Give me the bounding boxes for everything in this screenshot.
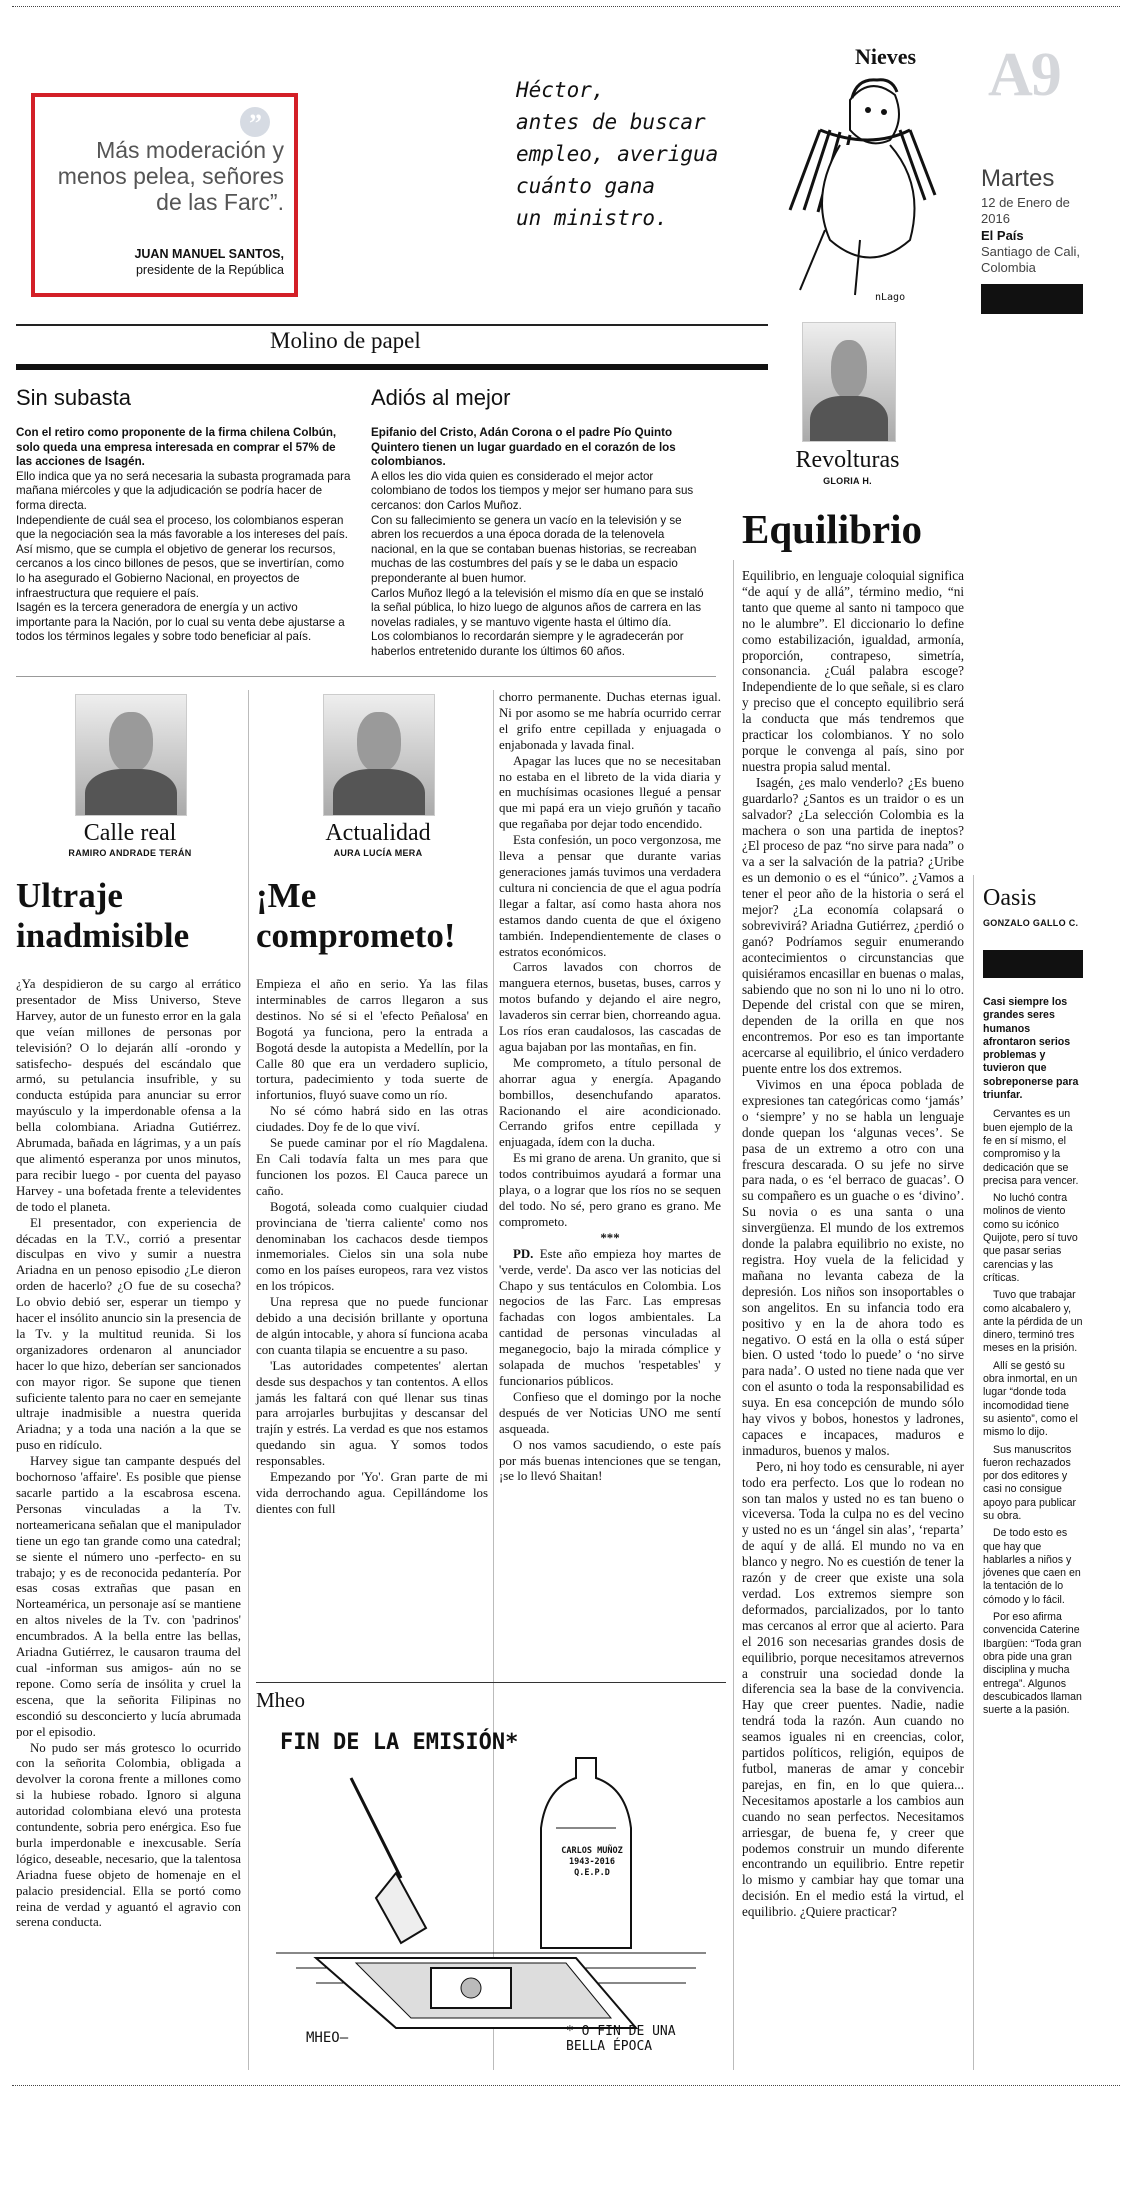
molino-paragraph: Los colombianos lo recordarán siempre y le agradecerán por haberlos entretenido durante los últimos 60 años. — [371, 630, 684, 658]
quote-text: Más moderación y menos pelea, señores de las Farc”. — [57, 137, 284, 215]
bottom-dotted-border — [12, 2085, 1120, 2086]
quote-role: presidente de la República — [135, 263, 284, 277]
column-headline: ¡Me comprometo! — [256, 876, 456, 955]
column-label: Actualidad — [325, 820, 431, 846]
article-paragraph: Carros lavados con chorros de manguera eternos, busetas, buses, carros y motos bufando y dejando el aire negro, lavaderos sin cerrar bien, chorreando agua. Los ríos eran caudalosos, las cascadas de agua bajaban por las montañas, en fin. — [499, 960, 721, 1054]
oasis-body — [983, 996, 1083, 1721]
column-headline: Equilibrio — [742, 506, 923, 552]
article-paragraph: Isagén, ¿es malo venderlo? ¿Es bueno guardarlo? ¿Santos es un traidor o es un salvador? ¿La selección Colombia es la machera o son una partida de ineptos? ¿El proceso de paz “no sirve para nada” o va a ser la salvación de la patria? ¿Uribe es un demonio o es el “único”. ¿Vamos a tener el peor año de la historia o será el mejor? ¿La economía colapsará o sobrevivirá? Ariadna Gutiérrez, ¿perdió o ganó? Podríamos seguir enumerando acontecimientos o circunstancias que quisiéramos encasillar en buenas o malas, sabiendo que no son ni lo uno ni lo otro. Depende del cristal con que se miren, dependen de la orilla en que nos encontremos. Por eso es tan importante acercarse al equilibrio, el único verdadero puente entre los dos extremos. — [742, 774, 964, 1077]
page-date: 12 de Enero de 2016 — [981, 195, 1070, 226]
article-paragraph: Harvey sigue tan campante después del bochornoso 'affaire'. Es posible que piense sacarle partido a la escabrosa escena. Personas vinculadas a la Tv. norteamericana señalan que el manipulador tiene un ego tan grande como una catedral; se siente el número uno -perfecto- en su trabajo; y es de reconocida pedantería. Por esas cosas extrañas que pasan en Norteamérica, un personaje así se mantiene en altos niveles de la Tv. con 'padrinos' encumbrados. A la bella entre las bellas, Ariadna Gutiérrez, le causaron trauma del cual -informan sus amigos- aún no se repone. Como sería de insólita y cruel la escena, que la señorita Filipinas no escondió su desconcierto y lucía abrumada por el episodio. — [16, 1454, 241, 1739]
molino-bottom-rule — [16, 676, 716, 677]
column-author: RAMIRO ANDRADE TERÁN — [68, 848, 192, 858]
oasis-lead: Casi siempre los grandes seres humanos afrontaron serios problemas y tuvieron que sobreponerse para triunfar. — [983, 996, 1079, 1102]
author-photo-gloria — [802, 322, 896, 442]
author-photo-aura — [323, 694, 435, 816]
cartoon-line: un ministro. — [516, 206, 668, 230]
page-city: Santiago de Cali, Colombia — [981, 244, 1081, 275]
article-paragraph: Cervantes es un buen ejemplo de la fe en sí mismo, el compromiso y la dedicación que se precisa para vencer. — [983, 1108, 1079, 1187]
molino-section-title: Molino de papel — [270, 328, 421, 353]
column-author: AURA LUCÍA MERA — [333, 848, 423, 858]
article-paragraph: Empezando por 'Yo'. Gran parte de mi vida derrochando agua. Cepillándome los dientes con full — [256, 1470, 488, 1516]
cartoon-title: FIN DE LA EMISIÓN* — [280, 1730, 519, 1755]
article-paragraph: Pero, ni hoy todo es censurable, ni ayer todo era perfecto. Los que lo rodean no son tan malos y usted no es tan bueno o viceversa. Toda la culpa no es del vecino y usted no es un ‘ángel sin alas’, ‘reparta’ de aquí y de allá. El mundo no va en blanco y negro. No es cuestión de tener la razón y de creer que existe una sola verdad. Los extremos siempre son deformados, parcializados, por lo tanto mas cercanos al error que al acierto. Para el 2016 son necesarias grandes dosis de equilibrio, porque necesitamos atrevernos a construir una sociedad donde la diferencia sea la base de la convivencia. Hay que creer puentes. Nadie, nadie tendrá toda la razón. Aun cuando no seamos iguales ni en creencias, color, partidos políticos, religión, equipos de futbol, maneras de amar y concebir parejas, en fin, en lo que quiera... Necesitamos apostarle a los cambios aun cuando no sean perfectos. Necesitamos arriesgar, de buena fe, y creer que podemos construir un mundo diferente encontrando un equilibrio. Entre repetir lo mismo y cambiar hay que tomar una decisión. En el medio está la virtud, el equilibrio. ¿Quiere practicar? — [742, 1458, 964, 1920]
molino-paragraph: A ellos les dio vida quien es considerado el mejor actor colombiano de todos los tiempos y mejor ser humano para sus cercanos: don Carlos Muñoz. — [371, 469, 694, 512]
cartoon-grave-illustration — [256, 1718, 726, 2058]
article-paragraph: Una represa que no puede funcionar debido a una decisión brillante y oportuna de algún intocable, y ahora sí funciona acaba con cuanta tilapia se encuentre a su paso. — [256, 1295, 488, 1357]
oasis-black-bar — [983, 950, 1083, 978]
column-author: GONZALO GALLO C. — [983, 918, 1079, 928]
column-divider — [248, 690, 249, 2070]
page-day: Martes — [981, 165, 1055, 192]
cartoon-section: Mheo — [256, 1688, 305, 1712]
column-divider — [973, 875, 974, 2070]
cartoon-line: Héctor, — [516, 78, 605, 102]
article-paragraph: Tuvo que trabajar como alcabalero y, ante la pérdida de un dinero, terminó tres meses en la prisión. — [983, 1289, 1083, 1355]
calle-real-body — [16, 977, 241, 1931]
molino-item-lead: Con el retiro como proponente de la firma chilena Colbún, solo queda una empresa interesada en comprar el 57% de las acciones de Isagén. — [16, 426, 337, 469]
cartoon-footnote: * O FIN DE UNA BELLA ÉPOCA — [566, 2024, 676, 2054]
article-paragraph: O nos vamos sacudiendo, o este país por más buenas intenciones que se tengan, ¡se lo llevó Shaitan! — [499, 1437, 721, 1484]
article-paragraph: Empieza el año en serio. Ya las filas interminables de carros llegaron a sus destinos. No sé si el 'efecto Peñalosa' en Bogotá ya funciona, pero la entrada a Bogotá desde la autopista a Medellín, por la Calle 80 que era un verdadero suplicio, tortura, padecimiento y toda suerte de infortunios, fluyó suave como un río. — [256, 977, 488, 1103]
article-paragraph: No pudo ser más grotesco lo ocurrido con la señorita Colombia, obligada a devolver la corona frente a millones como si la hubiese robado. Ignoro si alguna autoridad colombiana elevó una protesta contundente, sobria pero enérgica. Eso fue burla imperdonable e inexcusable. Sería lógico, deseable, necesario, que la talentosa Ariadna fuese objeto de homenaje en el palacio presidencial. Ella se portó como reina de verdad y aguantó el agravio con serena conducta. — [16, 1740, 241, 1930]
column-label: Calle real — [83, 820, 177, 846]
molino-paragraph: Carlos Muñoz llegó a la televisión el mismo día en que se instaló la señal pública, lo hizo luego de algunos años de carrera en las novelas radiales, y se mantuvo vigente hasta el último día. — [371, 586, 704, 629]
article-paragraph: De todo esto es que hay que hablarles a niños y jóvenes que caen en la tentación de lo cómodo y lo fácil. — [983, 1527, 1081, 1606]
article-paragraph: Equilibrio, en lenguaje coloquial significa “de aquí y de allá”, término medio, “ni tanto que queme al santo ni tampoco que no le alumbre”. El diccionario lo define como estabilización, igualdad, armonía, proporción, contrapeso, simetría, consonancia. ¿Cuál palabra escoge? Independiente de lo que señale, si es claro y preciso que el concepto equilibrio será la conducta que más tendremos que practicar los colombianos. Y no solo porque le convenga al país, sino por nuestra propia salud mental. — [742, 568, 964, 774]
bottom-cartoon — [256, 1718, 726, 2058]
top-cartoon — [500, 30, 940, 305]
article-paragraph: Es mi grano de arena. Un granito, que si todos contribuimos ayudará a formar una playa, o a lograr que los ríos no se sequen del todo. No sé, pero grano es grano. Me comprometo. — [499, 1151, 721, 1229]
article-paragraph: Allí se gestó su obra inmortal, en un lugar “donde toda incomodidad tiene su asiento”, como el mismo lo dijo. — [983, 1359, 1078, 1439]
article-paragraph: No sé cómo habrá sido en las otras ciudades. Doy fe de lo que viví. — [256, 1104, 488, 1135]
revolturas-body — [742, 568, 964, 1920]
article-paragraph: Este año empieza hoy martes de 'verde, verde'. Da asco ver las noticias del Chapo y sus tentáculos en Colombia. Los negocios de las Farc. Las empresas fachadas con logos ambientales. La cantidad de personas vinculadas al meganegocio, bajo la mirada cómplice y solapada de muchos 'respetables' y funcionarios públicos. — [499, 1246, 721, 1388]
cartoon-signature: MHEO— — [306, 2030, 349, 2046]
cartoon-line: empleo, averigua — [516, 142, 719, 166]
quote-mark-icon: ” — [240, 107, 270, 137]
column-headline: Ultraje inadmisible — [16, 876, 190, 955]
cartoon-title: Nieves — [855, 44, 917, 69]
top-dotted-border — [12, 6, 1120, 7]
cartoon-line: cuánto gana — [516, 174, 656, 198]
article-paragraph: ¿Ya despidieron de su cargo al errático presentador de Miss Universo, Steve Harvey, autor de un funesto error en la gala que veían millones de personas por televisión? O lo dejarán allí -orondo y satisfecho- después del escándalo que armó, su petulancia insufrible, y su conducta estúpida para anunciar su error mayúsculo y la imperdonable ofensa a la bella colombiana. Ariadna Gutiérrez. Abrumada, bañada en lágrimas, y a un país que alimentó esperanza por unos minutos, para recibir luego - por cuenta del payaso Harvey - una bofetada frente a televidentes de todo el planeta. — [16, 977, 241, 1214]
quote-box — [31, 93, 298, 297]
article-paragraph: Vivimos en una época poblada de expresiones tan categóricas como ‘jamás’ o ‘siempre’ y no se habla un lenguaje donde quepan los ‘algunas veces’. Se pasa de un extremo a otro con una frescura descarada. O su jefe no sirve para nada, o es ‘el berraco de guacas’. O su compañero es un guache o es ‘divino’. Su novia o es una santa o una sinvergüenza. El mundo de los extremos donde la palabra equilibrio no existe, no registra. Hoy vuela de la felicidad y mañana no levanta cabeza de la depresión. Los niños son insoportables o son angelitos. En su infancia todo era positivo y en la de ahora todo es negativo. O está en la olla o está súper bien. O usted ‘todo lo puede’ o ‘no sirve para nada’. O usted no tiene nada que ver con el asunto o toda la responsabilidad es suya. En esa concepción de mundo sólo hay vivos y bobos, honestos y ladrones, capaces e incapaces, maduros e inmaduros, buenos y malos. — [742, 1077, 964, 1458]
article-paragraph: No luchó contra molinos de viento como su icónico Quijote, pero sí tuvo que pasar serias carencias y las críticas. — [983, 1192, 1078, 1284]
ps-label: PD. — [513, 1246, 534, 1261]
article-paragraph: Por eso afirma convencida Caterine Ibargüen: “Toda gran obra pide una gran disciplina y mucha entrega”. Algunos descubicados llaman suerte a la pasión. — [983, 1611, 1082, 1717]
article-paragraph: El presentador, con experiencia de décadas en la T.V., corrió a presentar disculpas en vivo y sumir a nuestra Ariadna en un penoso episodio ¿Le dieron orden de hacerlo? ¿O fue de su cosecha? Lo obvio debió ser, esperar un tiempo y hacer el insólito anuncio sin la presencia de la Tv. y la multitud reunida. Si los organizadores ordenaron al anunciador hacer lo que hizo, deberían ser sancionados con mayor rigor. Se supone que tienen suficiente talento para no caer en semejante ultraje inadmisible a nuestra querida Ariadna; y a toda una nación a la que se puso en ridículo. — [16, 1215, 241, 1453]
article-paragraph: Confieso que el domingo por la noche después de ver Noticias UNO me sentí asqueada. — [499, 1389, 721, 1436]
paper-name: El País — [981, 228, 1024, 243]
molino-item-body — [16, 426, 354, 645]
article-paragraph: Me comprometo, a título personal de ahorrar agua y energía. Apagando bombillos, desenchufando aparatos. Racionando el aire acondicionado. Cerrando grifos entre cepillada y enjuagada, ídem con la ducha. — [499, 1055, 721, 1150]
cartoon-line: antes de buscar — [516, 110, 706, 134]
tombstone-text: CARLOS MUÑOZ 1943-2016 Q.E.P.D — [561, 1846, 623, 1878]
article-paragraph: Apagar las luces que no se necesitaban no estaba en el libreto de la vida diaria y en muchísimas ocasiones llegué a pensar que mi papá era un viejo gruñón y tacaño que regañaba por dejar todo encendido. — [499, 753, 721, 832]
article-paragraph: Bogotá, soleada como cualquier ciudad provinciana de 'tierra caliente' como nos denominaban los cachacos desde tiempos inmemoriales. Cielos sin una sola nube como en los países europeos, rara vez vistos en los trópicos. — [256, 1199, 488, 1294]
column-author: GLORIA H. — [823, 476, 872, 486]
molino-top-rule — [16, 324, 768, 326]
article-paragraph: Esta confesión, un poco vergonzosa, me lleva a pensar que durante varias generaciones jamás tuvimos una verdadera cultura ni conciencia de que el agua podría llegar a faltar, así como hasta ahora nos estamos dando cuenta de que el óxigeno también. Independientemente de clases o estratos económicos. — [499, 833, 721, 959]
article-paragraph: Se puede caminar por el río Magdalena. En Cali todavía falta un mes para que funcionen los pozos. El Cauca parece un caño. — [256, 1136, 488, 1198]
cartoon-signature: nLago — [875, 292, 906, 303]
molino-item-lead: Epifanio del Cristo, Adán Corona o el padre Pío Quinto Quintero tienen un lugar guardado en el corazón de los colombianos. — [371, 426, 676, 469]
sidebar-black-bar — [981, 284, 1083, 314]
molino-bar — [16, 364, 768, 370]
article-paragraph: chorro permanente. Duchas eternas igual. Ni por asomo se me habría ocurrido cerrar el grifo entre cepillada y enjuagada o enjabonada y lavada final. — [499, 690, 721, 752]
column-label: Oasis — [983, 885, 1037, 911]
article-paragraph: Sus manuscritos fueron rechazados por dos editores y casi no consigue apoyo para publicar su obra. — [983, 1443, 1077, 1522]
author-photo-ramiro — [75, 694, 187, 816]
molino-paragraph: Independiente de cuál sea el proceso, los colombianos esperan que la negociación sea la más favorable a los intereses del país. Así mismo, que se cumpla el objetivo de generar los recursos, cercanos a los cinco billones de pesos, que se invertirían, como lo ha asegurado el Gobierno Nacional, en proyectos de infraestructura que requiere el país. — [16, 513, 348, 600]
molino-paragraph: Con su fallecimiento se genera un vacío en la televisión y se abren los recuerdos a una época dorada de la telenovela nacional, en la que se contaban buenas historias, se recreaban muchas de las costumbres del país y se le daba un espacio preponderante al buen humor. — [371, 513, 697, 585]
molino-paragraph: Isagén es la tercera generadora de energía y un activo importante para la Nación, por lo cual su venta debe ajustarse a todos los términos legales y sobre todo beneficiar al país. — [16, 601, 345, 644]
molino-item-title: Adiós al mejor — [371, 385, 511, 410]
molino-item-body — [371, 426, 711, 660]
molino-item-title: Sin subasta — [16, 385, 131, 410]
cartoon-speech — [516, 74, 718, 234]
article-paragraph: 'Las autoridades competentes' alertan desde sus despachos y tan contentos. A ellos jamás les faltará con qué llenar sus tinas para arrojarles burbujitas y descansar del trajín y estrés. La verdad es que nos estamos quedando sin agua. Y somos todos responsables. — [256, 1358, 488, 1469]
mheo-top-rule — [256, 1682, 726, 1683]
page-number: A9 — [988, 41, 1060, 109]
cartoon-figure-illustration — [700, 60, 940, 305]
molino-paragraph: Ello indica que ya no será necesaria la subasta programada para mañana miércoles y que la adjudicación se podría hacer de forma directa. — [16, 469, 351, 512]
column-label: Revolturas — [795, 447, 900, 473]
actualidad-body — [256, 977, 488, 1518]
column-divider — [733, 560, 734, 2070]
separator: *** — [600, 1230, 620, 1245]
actualidad-body-continued — [499, 690, 721, 1485]
quote-author: JUAN MANUEL SANTOS, — [134, 247, 284, 261]
